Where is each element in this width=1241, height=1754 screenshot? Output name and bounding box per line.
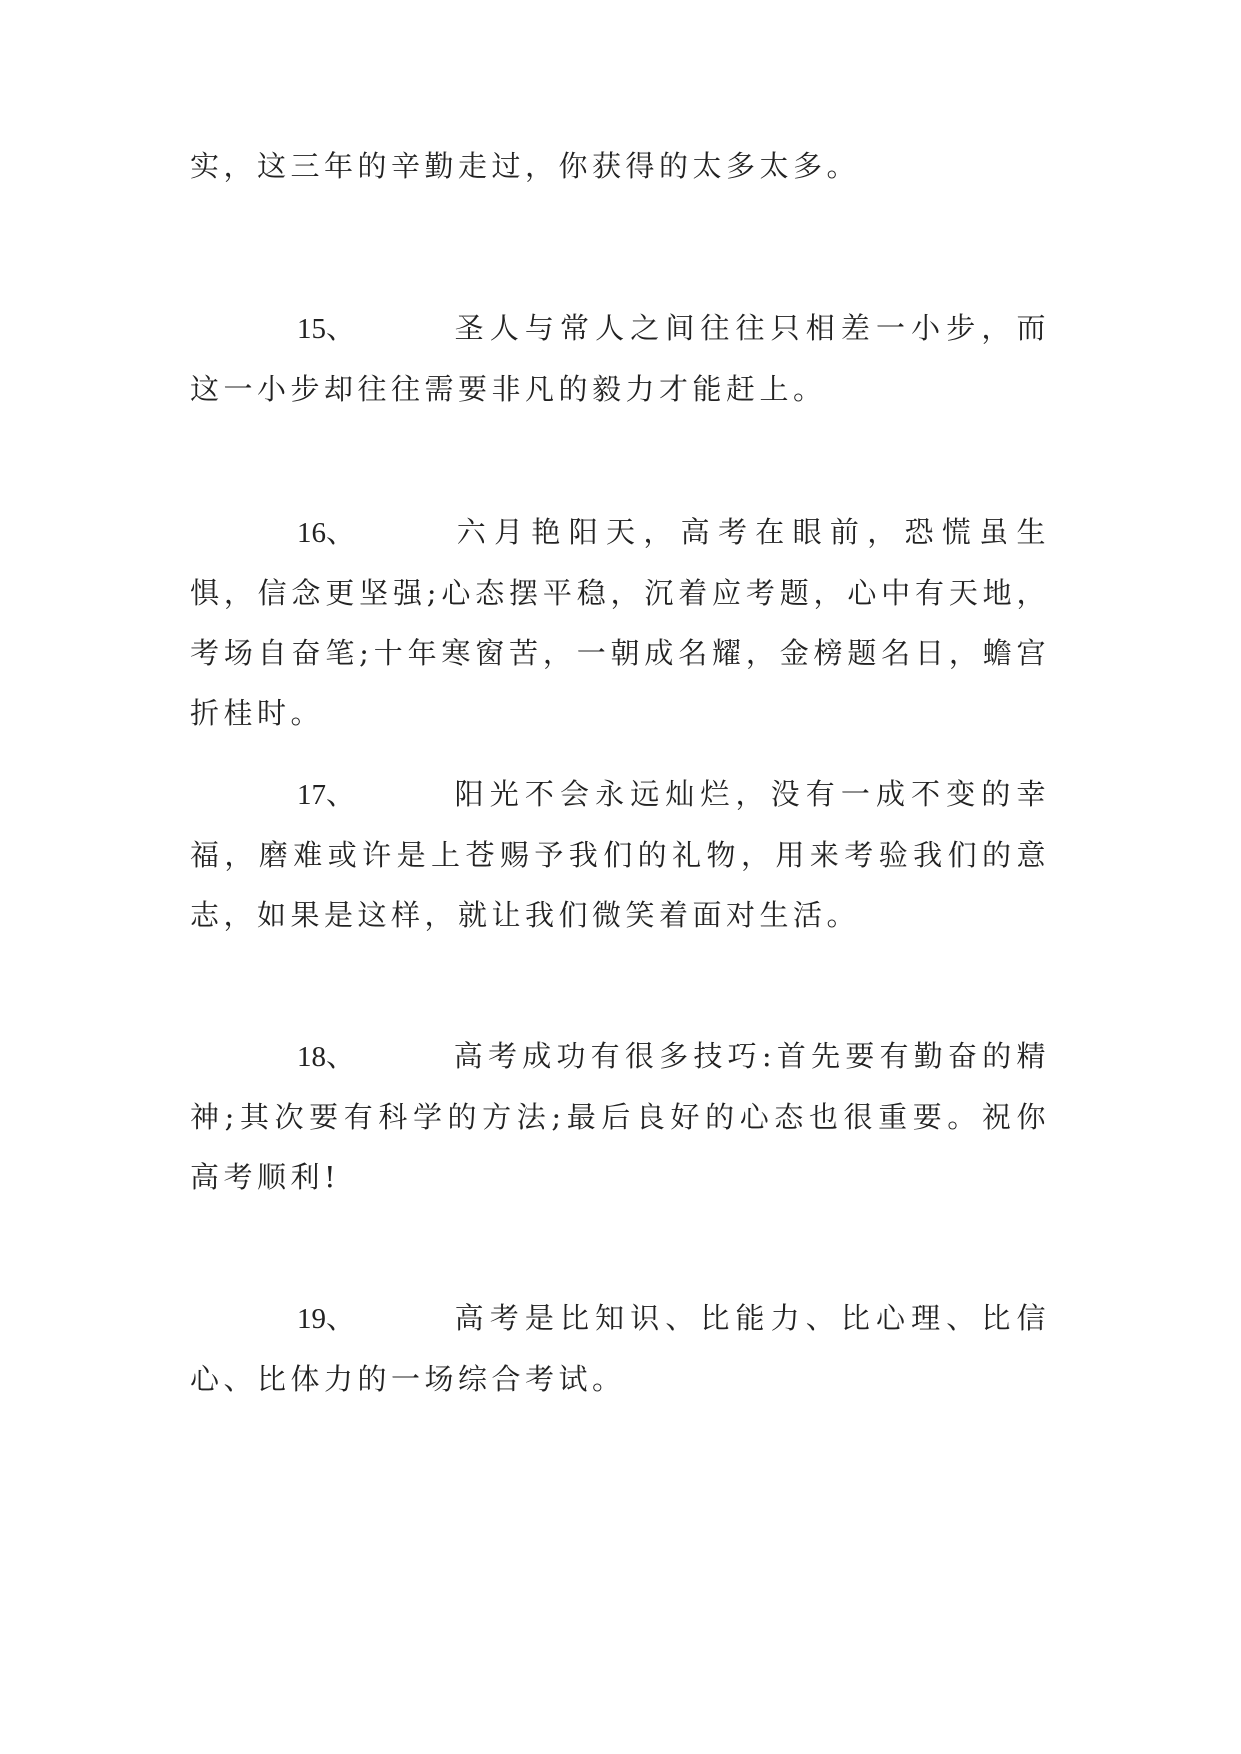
list-item-15 [190, 298, 1050, 419]
item-number: 17、 [297, 779, 356, 811]
item-text: 六月艳阳天，高考在眼前，恐慌虽生惧，信念更坚强;心态摆平稳，沉着应考题，心中有天地，考场自奋笔;十年寒窗苦，一朝成名耀，金榜题名日，蟾宫折桂时。 [190, 515, 1050, 730]
item-number: 18、 [297, 1041, 356, 1073]
item-text: 高考成功有很多技巧:首先要有勤奋的精神;其次要有科学的方法;最后良好的心态也很重要。祝你高考顺利! [190, 1039, 1050, 1194]
list-item-18 [190, 1026, 1050, 1207]
item-text: 高考是比知识、比能力、比心理、比信心、比体力的一场综合考试。 [190, 1301, 1050, 1396]
list-item-17 [190, 764, 1050, 945]
paragraph-text: 实，这三年的辛勤走过，你获得的太多太多。 [190, 149, 861, 183]
item-number: 19、 [297, 1303, 356, 1335]
item-number: 16、 [297, 517, 356, 549]
item-text: 圣人与常人之间往往只相差一小步，而这一小步却往往需要非凡的毅力才能赶上。 [190, 311, 1050, 406]
paragraph-continuation [190, 136, 1050, 196]
list-item-16 [190, 502, 1050, 743]
item-number: 15、 [297, 313, 356, 345]
list-item-19 [190, 1288, 1050, 1409]
item-text: 阳光不会永远灿烂，没有一成不变的幸福，磨难或许是上苍赐予我们的礼物，用来考验我们的意志，如果是这样，就让我们微笑着面对生活。 [190, 777, 1050, 932]
